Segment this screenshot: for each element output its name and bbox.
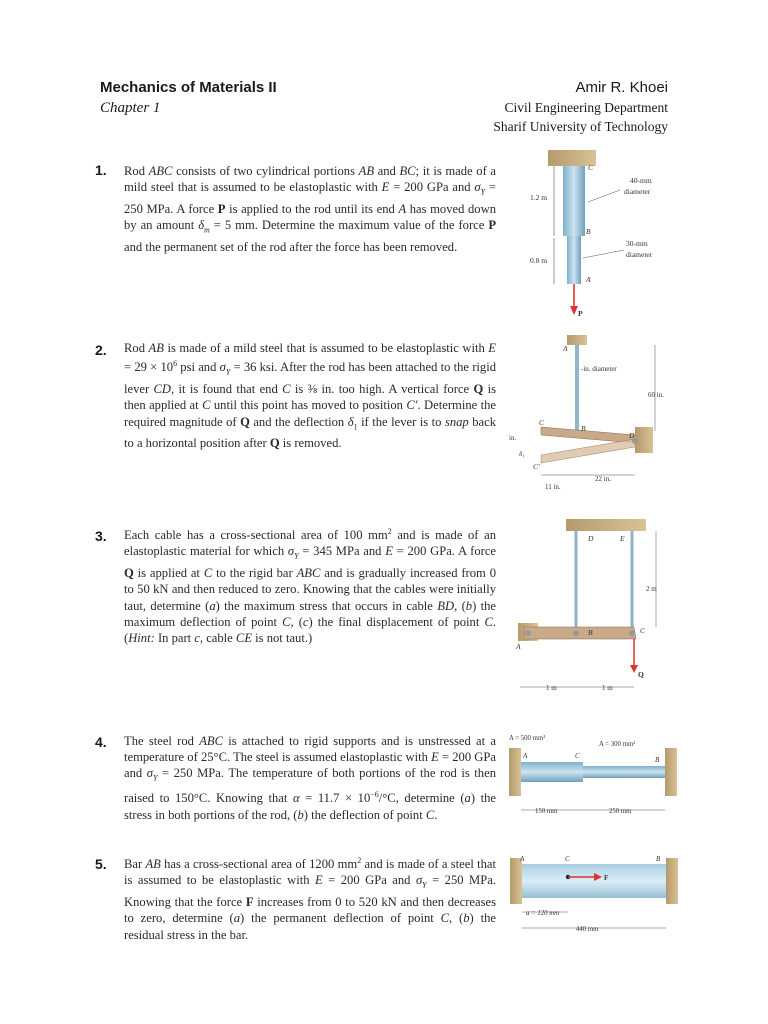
svg-text:30-mm: 30-mm	[626, 239, 648, 248]
svg-text:C: C	[640, 626, 646, 635]
svg-text:60 in.: 60 in.	[648, 391, 664, 399]
svg-text:A: A	[520, 855, 525, 863]
svg-text:1 m: 1 m	[546, 684, 557, 692]
svg-text:1.2 m: 1.2 m	[530, 193, 548, 202]
svg-text:11 in.: 11 in.	[545, 483, 561, 491]
rod-segment-bc	[563, 166, 585, 236]
svg-text:A: A	[563, 344, 568, 353]
top-support	[567, 335, 587, 345]
problem-5-text: Bar AB has a cross-sectional area of 1200 $mm^2$ and is made of a steel that is assumed to be elastoplastic with E = 200 GPa and $\sigma_Y = 250$ MPa. Knowing that the force F increases from 0 to 520 kN and then decreases to zero, determine (a) the permanent deflection of point C, (b) the residual stress in the bar.	[124, 856, 497, 942]
rod-segment-cb	[583, 766, 665, 778]
svg-text:diameter: diameter	[626, 250, 653, 259]
problem-number: 3.	[95, 528, 107, 544]
svg-text:2 m: 2 m	[646, 585, 657, 593]
right-support	[666, 858, 678, 904]
svg-text:D: D	[629, 431, 635, 440]
svg-text:C: C	[539, 418, 545, 427]
svg-text:40-mm: 40-mm	[630, 176, 652, 185]
svg-text:A = 500 mm²: A = 500 mm²	[509, 735, 546, 742]
svg-text:diameter: diameter	[624, 187, 651, 196]
svg-text:B: B	[586, 227, 591, 236]
svg-text:in.: in.	[509, 434, 517, 442]
ceiling-support	[566, 519, 646, 531]
problem-1-figure	[530, 150, 680, 325]
svg-text:A: A	[523, 752, 528, 760]
svg-text:A = 300 mm²: A = 300 mm²	[599, 741, 636, 748]
svg-text:Q: Q	[638, 670, 644, 679]
svg-text:E: E	[620, 534, 625, 543]
problem-2-figure	[505, 335, 675, 495]
problem-3-figure	[512, 515, 672, 695]
problem-4-text: The steel rod ABC is attached to rigid supports and is unstressed at a temperature of 25°C. The steel is assumed elastoplastic with E = 200 GPa and $\sigma_Y = 250$ MPa. The temperature of both portions of the rod is then raised to 150°C. Knowing that $\alpha = 11.7 \times 10^{-6}/^\circ C$, determine (a) the stress in both portions of the rod, (b) the deflection of point C.	[124, 734, 496, 822]
svg-text:a = 120 mm: a = 120 mm	[526, 910, 560, 917]
svg-text:B: B	[655, 756, 660, 764]
problem-number: 2.	[95, 342, 107, 358]
svg-text:C: C	[575, 752, 580, 760]
svg-text:C: C	[588, 163, 594, 172]
svg-text:A: A	[586, 275, 591, 284]
svg-text:P: P	[578, 309, 583, 318]
problem-number: 1.	[95, 162, 107, 178]
svg-text:0.8 m: 0.8 m	[530, 256, 548, 265]
svg-text:C: C	[565, 855, 570, 863]
svg-text:22 in.: 22 in.	[595, 475, 611, 483]
svg-text:δ₁: δ₁	[519, 450, 525, 458]
svg-text:1 m: 1 m	[602, 684, 613, 692]
problem-number: 5.	[95, 856, 107, 872]
department-name: Civil Engineering Department	[504, 100, 668, 115]
problem-2-text: Rod AB is made of a mild steel that is assumed to be elastoplastic with $E = 29 \times 10^6$ psi and $\sigma_Y = 36$ ksi. After the rod has been attached to the rigid lever CD, it is found that end C is ⅜ in. too high. A vertical force Q is then applied at C until this point has moved to position C′. Determine the required magnitude of Q and the deflection $\delta_1$ if the lever is to snap back to a horizontal position after Q is removed.	[124, 341, 496, 451]
svg-text:B: B	[588, 628, 593, 637]
left-support	[509, 748, 521, 796]
right-support	[665, 748, 677, 796]
svg-text:D: D	[588, 534, 594, 543]
rod-segment-ab	[567, 236, 581, 284]
svg-text:B: B	[581, 424, 586, 433]
problem-4-figure	[505, 728, 680, 828]
svg-text:A: A	[516, 642, 521, 651]
svg-text:-in. diameter: -in. diameter	[581, 365, 617, 373]
svg-text:F: F	[604, 874, 609, 882]
svg-text:440 mm: 440 mm	[576, 926, 599, 933]
problem-3-text: Each cable has a cross-sectional area of 100 $mm^2$ and is made of an elastoplastic material for which $\sigma_Y = 345$ MPa and E = 200 GPa. A force Q is applied at C to the rigid bar ABC and is gradually increased from 0 to 50 kN and then reduced to zero. Knowing that the cables were initially taut, determine (a) the maximum stress that occurs in cable BD, (b) the maximum deflection of point C, (c) the final displacement of point C. (Hint: In part c, cable CE is not taut.)	[124, 527, 497, 645]
lever-deflected	[541, 439, 635, 463]
problem-1-text: Rod ABC consists of two cylindrical portions AB and BC; it is made of a mild steel that is assumed to be elastoplastic with E = 200 GPa and $\sigma_Y = 250$ MPa. A force P is applied to the rod until its end A has moved down by an amount $\delta_m = 5$ mm. Determine the maximum value of the force P and the permanent set of the rod after the force has been removed.	[124, 164, 497, 254]
svg-text:250 mm: 250 mm	[609, 808, 632, 815]
svg-text:B: B	[656, 855, 661, 863]
problem-number: 4.	[95, 734, 107, 750]
university-name: Sharif University of Technology	[493, 119, 668, 134]
svg-text:150 mm: 150 mm	[535, 808, 558, 815]
author-name: Amir R. Khoei	[575, 79, 668, 96]
svg-text:C′: C′	[533, 462, 540, 471]
rod-segment-ac	[521, 762, 583, 782]
rigid-bar-abc	[524, 627, 636, 639]
lever-original	[541, 427, 635, 443]
chapter-label: Chapter 1	[100, 100, 161, 116]
force-q-arrowhead	[630, 665, 638, 673]
course-title: Mechanics of Materials II	[100, 79, 277, 96]
left-support	[510, 858, 522, 904]
force-arrowhead	[570, 306, 578, 315]
problem-5-figure	[510, 852, 682, 940]
